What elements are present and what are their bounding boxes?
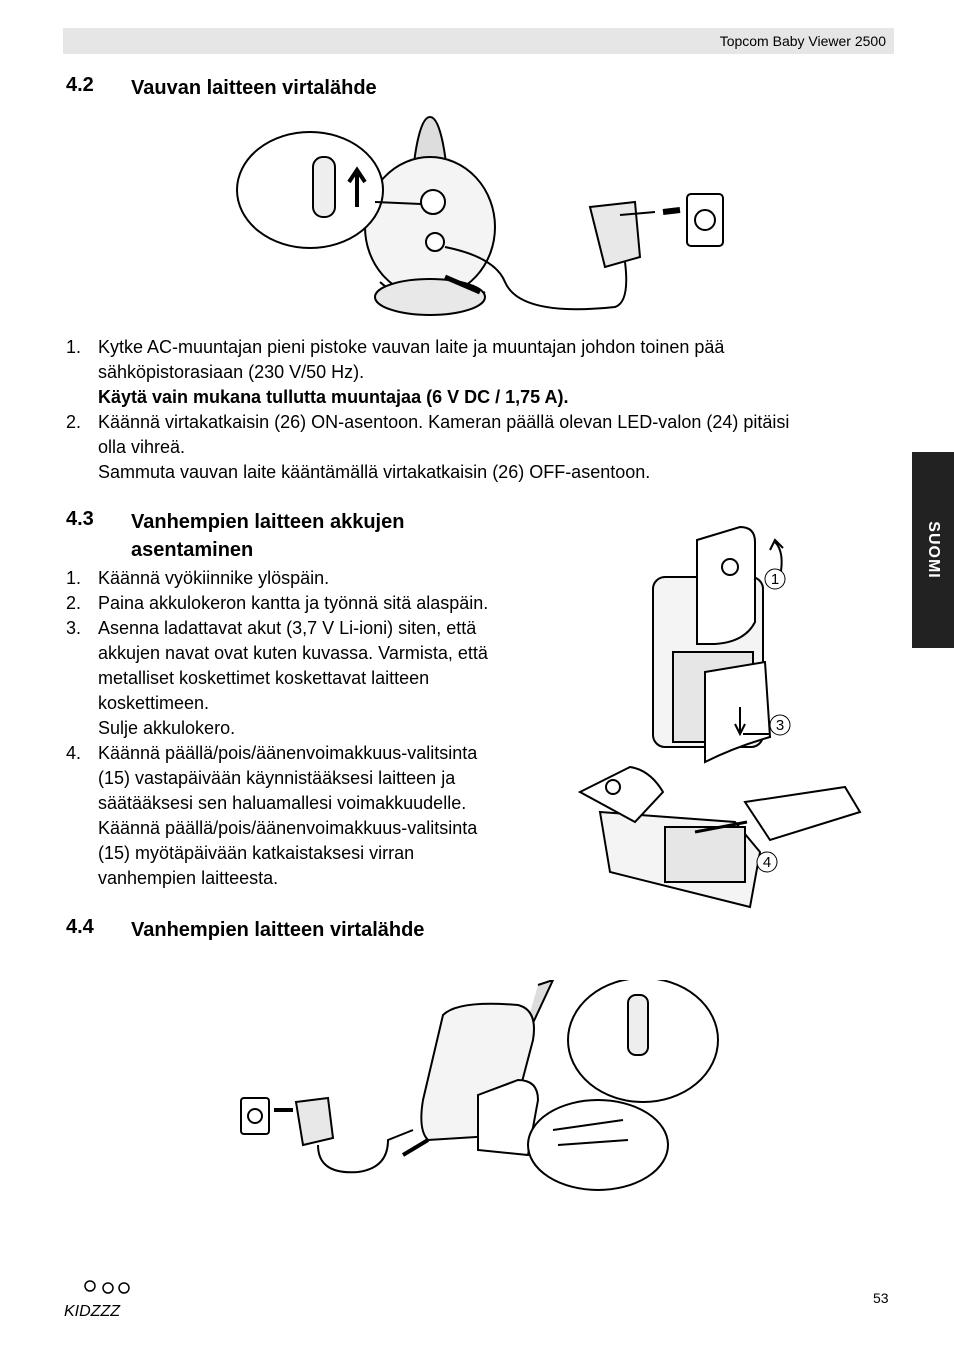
logo-text: KIDZZZ [64,1303,120,1320]
baby-unit-power-illustration [235,112,735,327]
header-title: Topcom Baby Viewer 2500 [719,33,886,49]
language-tab-label: SUOMI [925,521,942,579]
figure-label-4: 4 [762,854,772,871]
kidzzz-logo [62,1278,140,1320]
section-4-3-steps [66,566,566,891]
list-item: 2. Käännä virtakatkaisin (26) ON-asentoon. Kameran päällä olevan LED-valon (24) pitäisi olla vihreä. Sammuta vauvan laite kääntämällä virtakatkaisin (26) OFF-asentoon. [66,412,790,482]
list-item: 1. Käännä vyökiinnike ylöspäin. [66,568,330,588]
language-tab [912,452,954,648]
section-heading-4-3: 4.3 Vanhempien laitteen akkujen asentaminen [66,508,405,561]
figure-label-1: 1 [770,571,780,588]
battery-install-illustration [575,522,865,917]
figure-label-3: 3 [775,717,785,734]
header-bar [63,28,894,54]
section-4-2-steps [66,335,896,485]
list-item: 4. Käännä päällä/pois/äänenvoimakkuus-valitsinta (15) vastapäivään käynnistääksesi laitteen ja säätääksesi sen haluamallesi voimakkuudelle. Käännä päällä/pois/äänenvoimakkuus-valitsinta (15) myötäpäivään katkaistaksesi virran vanhempien laitteesta. [66,743,478,888]
parent-unit-power-illustration [238,980,728,1195]
list-item: 1. Kytke AC-muuntajan pieni pistoke vauvan laite ja muuntajan johdon toinen pää sähköpistorasiaan (230 V/50 Hz). Käytä vain mukana tullutta muuntajaa (6 V DC / 1,75 A). [66,337,725,407]
page-number: 53 [873,1290,889,1306]
list-item: 2. Paina akkulokeron kantta ja työnnä sitä alaspäin. [66,593,489,613]
list-item: 3. Asenna ladattavat akut (3,7 V Li-ioni) siten, että akkujen navat ovat kuten kuvassa. Varmista, että metalliset koskettimet koskettavat laitteen koskettimeen. Sulje akkulokero. [66,618,488,738]
